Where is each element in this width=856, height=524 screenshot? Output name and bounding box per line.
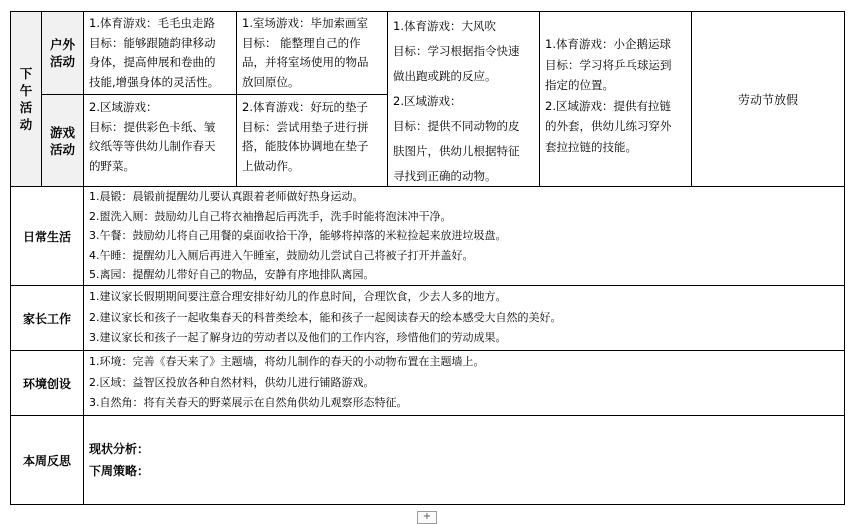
afternoon-char-1: 下 [19,66,33,81]
outdoor-activity-header [41,11,84,95]
activity-cell-4 [539,11,692,187]
cell-line: 2.体育游戏：好玩的垫子 [242,100,368,114]
next-week-strategy-label: 下周策略： [89,464,150,478]
cell-line: 目标： 能整理自己的作 [242,35,361,50]
cell-line: 上做动作。 [242,158,300,173]
holiday-cell [691,11,845,187]
game-label-1: 游戏 [49,124,75,140]
game-label-2: 活动 [49,141,75,157]
cell-line: 放回原位。 [242,74,300,89]
environment-label: 环境创设 [22,376,71,391]
reflection-content[interactable] [83,415,845,505]
daily-item: 4.午睡：提醒幼儿入厕后再进入午睡室，鼓励幼儿尝试自己将被子打开并盖好。 [89,248,474,262]
daily-item: 5.离园：提醒幼儿带好自己的物品，安静有序地排队离园。 [89,268,375,282]
daily-life-label: 日常生活 [22,229,71,244]
reflection-label: 本周反思 [22,453,71,468]
cell-line: 目标：学习将乒乓球运到 [545,57,672,72]
parent-item: 1.建议家长假期期间要注意合理安排好幼儿的作息时间，合理饮食，少去人多的地方。 [89,290,507,303]
cell-line: 身体，提高伸展和卷曲的 [89,55,216,69]
environment-content [83,350,845,416]
status-analysis-label: 现状分析： [89,442,150,456]
parent-item: 2.建议家长和孩子一起收集春天的科普类绘本，能和孩子一起阅读春天的绘本感受大自然的美好。 [89,310,562,324]
daily-life-content [83,186,845,286]
cell-line: 的外套，供幼儿练习穿外 [545,119,672,133]
activity-cell-3 [387,11,540,187]
daily-item: 2.盥洗入厕：鼓励幼儿自己将衣袖撸起后再洗手，洗手时能将泡沫冲干净。 [89,209,452,223]
cell-line: 目标：学习根据指令快速 [393,44,520,58]
reflection-header [10,415,84,505]
cell-line: 1.体育游戏：大风吹 [393,19,496,33]
cell-line: 技能,增强身体的灵活性。 [89,74,220,89]
cell-line: 做出跑或跳的反应。 [393,69,497,83]
cell-line: 品，并将室场使用的物品 [242,55,369,69]
cell-line: 寻找到正确的动物。 [393,169,497,183]
parent-work-header [10,285,84,351]
cell-line: 2.区域游戏： [89,100,158,114]
parent-work-content [83,285,845,351]
environment-header [10,350,84,416]
game-cell-2 [236,94,388,187]
holiday-text: 劳动节放假 [737,92,798,107]
daily-life-header [10,186,84,286]
cell-line: 指定的位置。 [545,78,614,92]
environment-item: 3.自然角：将有关春天的野菜展示在自然角供幼儿观察形态特征。 [89,396,408,409]
cell-line: 目标：能够跟随韵律移动 [89,35,216,50]
outdoor-label-1: 户外 [49,37,75,52]
cell-line: 2.区域游戏： [393,94,462,108]
daily-item: 3.午餐：鼓励幼儿将自己用餐的桌面收拾干净，能够将掉落的米粒捡起来放进垃圾盘。 [89,229,507,243]
cell-line: 套拉拉链的技能。 [545,139,637,154]
cell-line: 1.室场游戏：毕加索画室 [242,16,368,30]
cell-line: 1.体育游戏：小企鹅运球 [545,37,671,51]
cell-line: 2.区域游戏：提供有拉链 [545,98,671,113]
cell-line: 目标：提供不同动物的皮 [393,119,520,133]
parent-item: 3.建议家长和孩子一起了解身边的劳动者以及他们的工作内容，珍惜他们的劳动成果。 [89,331,507,344]
parent-work-label: 家长工作 [22,311,71,326]
environment-item: 1.环境：完善《春天来了》主题墙，将幼儿制作的春天的小动物布置在主题墙上。 [89,355,485,368]
afternoon-char-3: 活 [19,100,33,115]
game-cell-1 [83,94,237,187]
cell-line: 纹纸等等供幼儿制作春天 [89,139,216,153]
afternoon-activity-header [10,11,42,187]
outdoor-cell-2 [236,11,388,95]
outdoor-label-2: 活动 [49,54,75,69]
environment-item: 2.区域：益智区投放各种自然材料，供幼儿进行铺路游戏。 [89,375,375,389]
afternoon-char-2: 午 [19,83,33,98]
daily-item: 1.晨锻：晨锻前提醒幼儿要认真跟着老师做好热身运动。 [89,190,364,203]
add-row-button[interactable] [417,511,437,524]
cell-line: 目标：提供彩色卡纸、皱 [89,119,216,134]
afternoon-char-4: 动 [19,117,33,132]
cell-line: 搭，能肢体协调地在垫子 [242,139,369,153]
cell-line: 目标：尝试用垫子进行拼 [242,119,369,134]
cell-line: 的野菜。 [89,158,135,173]
plus-icon: + [422,511,432,522]
game-activity-header [41,94,84,187]
outdoor-cell-1 [83,11,237,95]
cell-line: 1.体育游戏：毛毛虫走路 [89,16,215,30]
cell-line: 肤图片，供幼儿根据特征 [393,144,520,158]
